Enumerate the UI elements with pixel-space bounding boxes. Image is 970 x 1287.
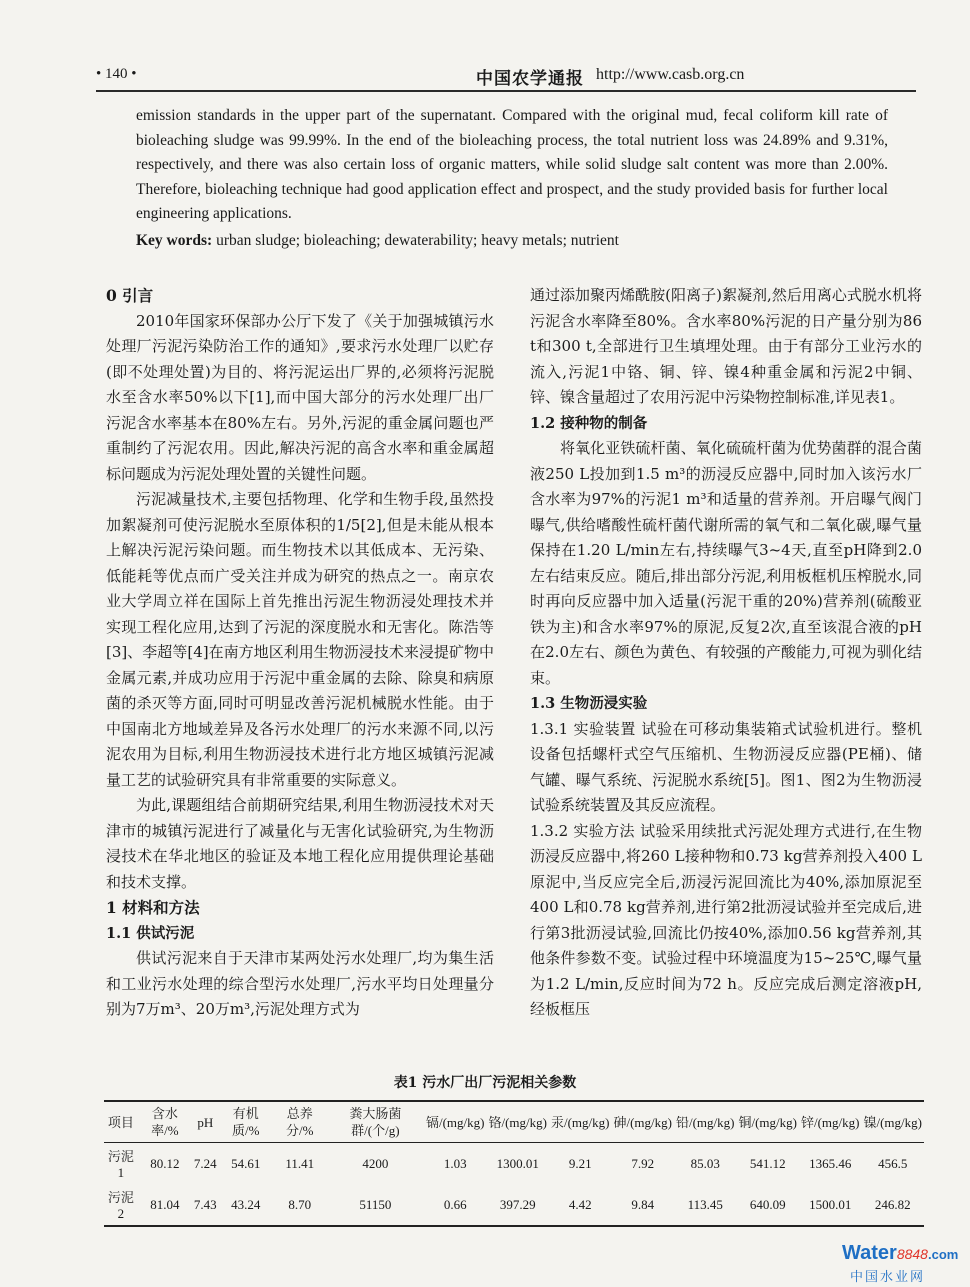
table-header: 粪大肠菌群/(个/g) bbox=[349, 1106, 402, 1138]
watermark-logo bbox=[842, 1242, 959, 1284]
paragraph: 1.3.2 实验方法 试验采用续批式污泥处理方式进行,在生物沥浸反应器中,将260 L接种物和0.73 kg营养剂投入400 L原泥中,当反应完全后,沥浸污泥回流比为40%,添加原泥至400 L和0.78 kg营养剂,进行第2批沥浸试验并至完成后,进行第3批沥浸试验,回流比仍按40%,添加0.56 kg营养剂,其他条件参数不变。试验过程中环境温度为15~25℃,曝气量为1.2 L/min,反应时间为72 h。反应完成后测定溶液pH,经板框压 bbox=[530, 821, 922, 1018]
table-cell: 污泥1 bbox=[107, 1149, 134, 1180]
paragraph: 将氧化亚铁硫杆菌、氧化硫硫杆菌为优势菌群的混合菌液250 L投加到1.5 m³的沥浸反应器中,同时加入该污水厂含水率为97%的污泥1 m³和适量的营养剂。开启曝气阀门曝气,供给嗜酸性硫杆菌代谢所需的氧气和二氧化碳,曝气量保持在1.20 L/min左右,持续曝气3~4天,直至pH降到2.0左右结束反应。随后,排出部分污泥,利用板框机压榨脱水,同时再向反应器中加入适量(污泥干重的20%)营养剂(硫酸亚铁为主)和含水率97%的原泥,反复2次,直至该混合液的pH在2.0左右、颜色为黄色、有较强的产酸能力,可视为驯化结束。 bbox=[530, 439, 922, 687]
page-header bbox=[96, 62, 916, 92]
section-0-heading: 0 引言 bbox=[106, 286, 154, 305]
table-cell: 9.21 bbox=[568, 1155, 592, 1171]
table-cell: 54.61 bbox=[231, 1155, 261, 1171]
table-header: 总养分/% bbox=[286, 1106, 314, 1138]
table-cell: 11.41 bbox=[285, 1155, 315, 1171]
page-number: • 140 • bbox=[96, 66, 137, 82]
table-row bbox=[104, 1143, 924, 1185]
journal-url[interactable]: http://www.casb.org.cn bbox=[596, 66, 745, 83]
table-header: 锌/(mg/kg) bbox=[800, 1114, 860, 1130]
paragraph: 2010年国家环保部办公厅下发了《关于加强城镇污水处理厂污泥污染防治工作的通知》,要求污水处理厂以贮存(即不处理处置)为目的、将污泥运出厂界的,必须将污泥脱水至含水率50%以下[1],而中国大部分的污水处理厂出厂污泥含水率基本在80%左右。另外,污泥的重金属问题也严重制约了污泥农用。因此,解决污泥的高含水率和重金属超标问题成为污泥处理处置的关键性问题。 bbox=[106, 311, 494, 483]
watermark-number: 8848 bbox=[896, 1246, 928, 1262]
table-header: 有机质/% bbox=[231, 1106, 260, 1138]
table-header: 项目 bbox=[107, 1114, 134, 1130]
table-header: 含水率/% bbox=[151, 1106, 179, 1138]
section-1-3-heading: 1.3 生物沥浸实验 bbox=[530, 695, 648, 712]
sludge-parameters-table bbox=[104, 1100, 924, 1227]
table-cell: 4.42 bbox=[568, 1196, 592, 1212]
table-cell: 0.66 bbox=[443, 1196, 467, 1212]
table-cell: 1.03 bbox=[443, 1155, 467, 1171]
table-header: pH bbox=[197, 1114, 214, 1130]
watermark-cn: 中国水业网 bbox=[850, 1269, 926, 1284]
table-cell: 640.09 bbox=[749, 1196, 786, 1212]
table-cell: 7.92 bbox=[631, 1155, 655, 1171]
paragraph: 通过添加聚丙烯酰胺(阳离子)絮凝剂,然后用离心式脱水机将污泥含水率降至80%。含水率80%污泥的日产量分别为86 t和300 t,全部进行卫生填埋处理。由于有部分工业污水的流入,污泥1中铬、铜、锌、镍4种重金属和污泥2中铜、锌、镍含量超过了农用污泥中污染物控制标准,详见表1。 bbox=[530, 286, 922, 406]
abstract-text: emission standards in the upper part of the supernatant. Compared with the original mud, fecal coliform kill rate of bioleaching sludge was 99.99%. In the end of the bioleaching process, the total nutrient loss was 24.89% and 9.31%, respectively, and there was also certain loss of organic matters, while solid sludge salt content was more than 2.00%. Therefore, bioleaching technique had good application effect and prospect, and the study provided basis for further local engineering applications. bbox=[136, 107, 888, 223]
table-cell: 246.82 bbox=[874, 1196, 911, 1212]
table-cell: 51150 bbox=[359, 1196, 392, 1212]
keywords-label: Key words: bbox=[136, 232, 213, 249]
table-cell: 4200 bbox=[362, 1155, 389, 1171]
section-1-1-heading: 1.1 供试污泥 bbox=[106, 924, 195, 942]
table-cell: 1300.01 bbox=[496, 1155, 539, 1171]
paragraph: 为此,课题组结合前期研究结果,利用生物沥浸技术对天津市的城镇污泥进行了减量化与无害化试验研究,为生物沥浸技术在华北地区的验证及本地工程化应用提供理论基础和技术支撑。 bbox=[106, 796, 494, 891]
table-header: 砷/(mg/kg) bbox=[613, 1114, 672, 1130]
table-cell: 541.12 bbox=[749, 1155, 786, 1171]
keywords-text: urban sludge; bioleaching; dewaterability; heavy metals; nutrient bbox=[212, 232, 619, 249]
table-cell: 8.70 bbox=[288, 1196, 312, 1212]
watermark-brand: Water bbox=[842, 1242, 897, 1264]
table-header: 铜/(mg/kg) bbox=[738, 1114, 797, 1130]
right-column bbox=[530, 283, 922, 1023]
table-cell: 113.45 bbox=[687, 1196, 723, 1212]
table-cell: 7.24 bbox=[193, 1155, 217, 1171]
paragraph: 1.3.1 实验装置 试验在可移动集装箱式试验机进行。整机设备包括螺杆式空气压缩机、生物沥浸反应器(PE桶)、储气罐、曝气系统、污泥脱水系统[5]。图1、图2为生物沥浸试验系统装置及其反应流程。 bbox=[530, 719, 922, 814]
table-cell: 80.12 bbox=[150, 1155, 180, 1171]
table-caption: 表1 污水厂出厂污泥相关参数 bbox=[393, 1075, 577, 1091]
paragraph: 供试污泥来自于天津市某两处污水处理厂,均为集生活和工业污水处理的综合型污水处理厂,污水平均日处理量分别为7万m³、20万m³,污泥处理方式为 bbox=[106, 949, 494, 1018]
table-cell: 1365.46 bbox=[809, 1155, 852, 1171]
table-cell: 81.04 bbox=[150, 1196, 180, 1212]
table-header: 镍/(mg/kg) bbox=[863, 1114, 922, 1130]
table-cell: 43.24 bbox=[231, 1196, 261, 1212]
watermark-suffix: .com bbox=[927, 1247, 959, 1262]
table-cell: 9.84 bbox=[631, 1196, 655, 1212]
section-1-heading: 1 材料和方法 bbox=[106, 898, 200, 917]
table-header: 镉/(mg/kg) bbox=[425, 1114, 485, 1130]
table-cell: 456.5 bbox=[878, 1155, 908, 1171]
table-header: 铬/(mg/kg) bbox=[488, 1114, 547, 1130]
table-cell: 85.03 bbox=[690, 1155, 720, 1171]
table-header-row bbox=[104, 1101, 924, 1143]
table-header: 汞/(mg/kg) bbox=[550, 1114, 610, 1130]
table-cell: 1500.01 bbox=[809, 1196, 852, 1212]
left-column bbox=[106, 283, 494, 1023]
section-1-2-heading: 1.2 接种物的制备 bbox=[530, 414, 648, 432]
paragraph: 污泥减量技术,主要包括物理、化学和生物手段,虽然投加絮凝剂可使污泥脱水至原体积的1/5[2],但是未能从根本上解决污泥污染问题。而生物技术以其低成本、无污染、低能耗等优点而广受关注并成为研究的热点之一。南京农业大学周立祥在国际上首先推出污泥生物沥浸处理技术并实现工程化应用,达到了污泥的深度脱水和无害化。陈浩等[3]、李超等[4]在南方地区利用生物沥浸技术来浸提矿物中金属元素,并成功应用于污泥中重金属的去除、除臭和病原菌的杀灭等方面,同时可明显改善污泥机械脱水性能。由于中国南北方地域差异及各污水处理厂的污水来源不同,以污泥农用为目标,利用生物沥浸技术进行北方地区城镇污泥减量工艺的试验研究具有非常重要的实际意义。 bbox=[106, 490, 494, 789]
table-cell: 7.43 bbox=[193, 1196, 217, 1212]
table-row bbox=[104, 1184, 924, 1226]
table-header: 铅/(mg/kg) bbox=[675, 1114, 735, 1130]
keywords bbox=[136, 232, 896, 250]
table-cell: 397.29 bbox=[499, 1196, 536, 1212]
table-cell: 污泥2 bbox=[107, 1190, 134, 1221]
journal-name: 中国农学通报 bbox=[476, 69, 584, 89]
